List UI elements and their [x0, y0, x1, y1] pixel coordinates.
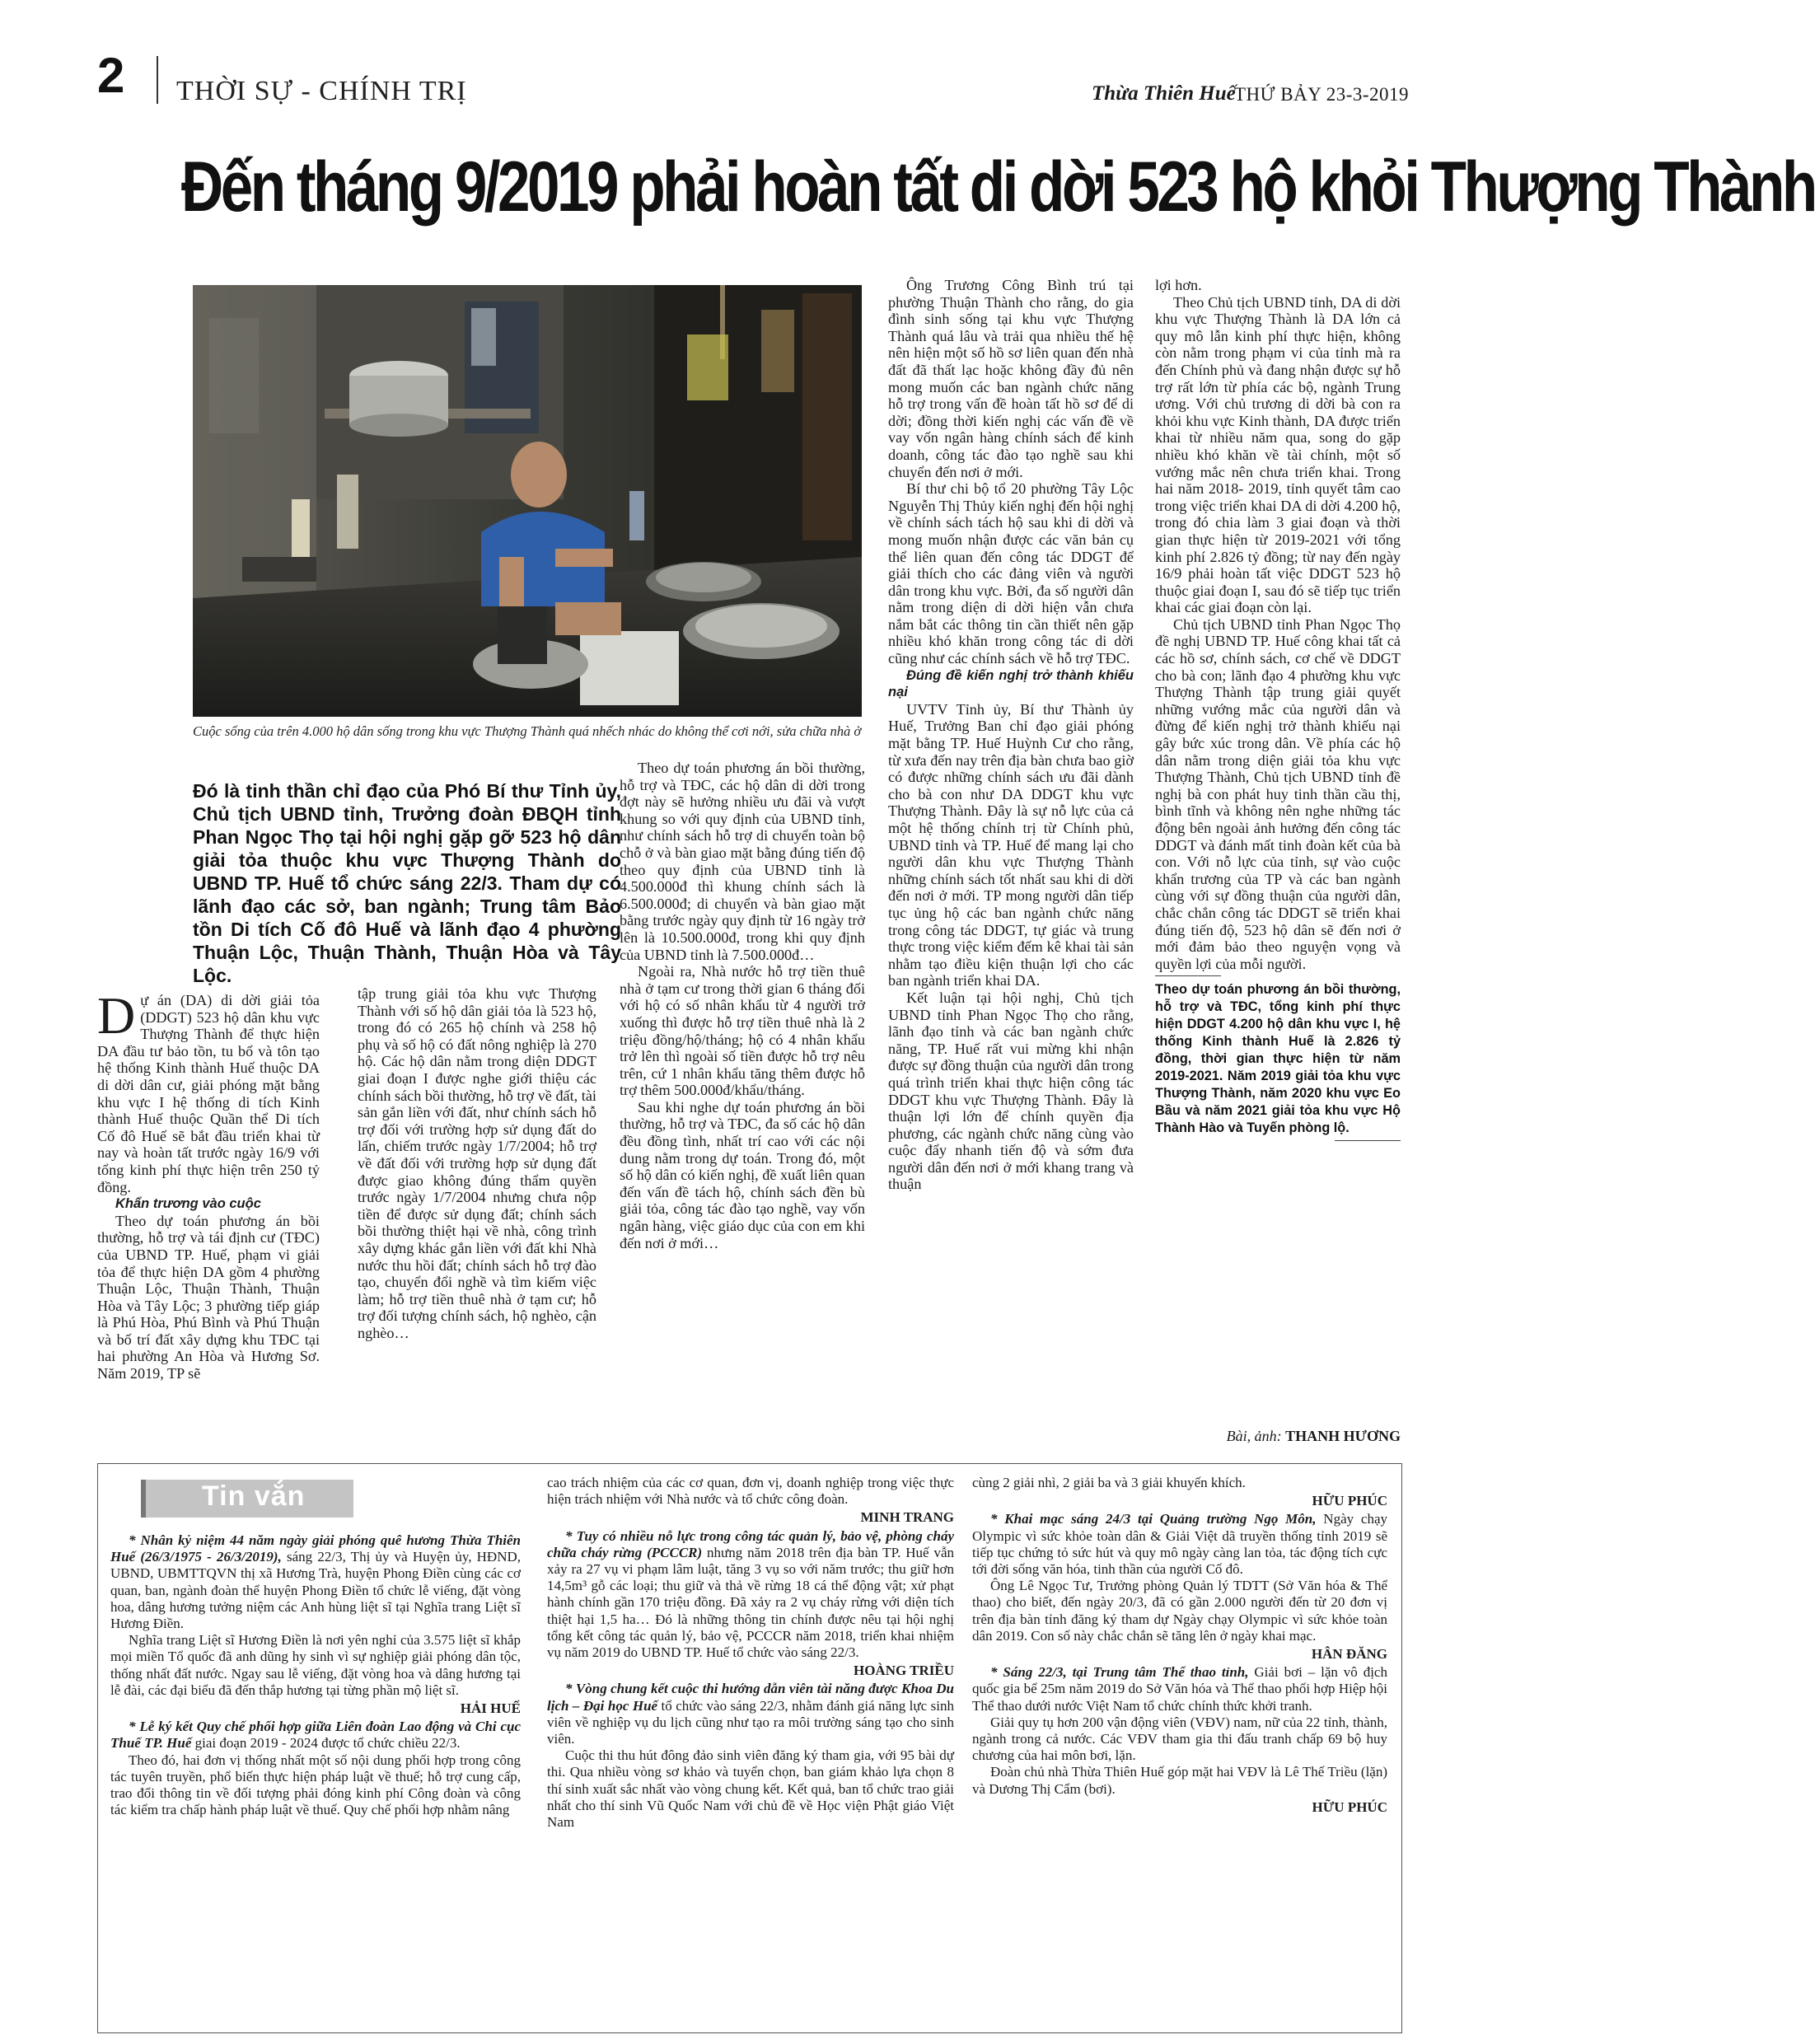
brief-lead: * Nhân kỷ niệm 44 năm ngày giải phóng quê hương Thừa Thiên Huế (26/3/1975 - 26/3/2019), — [110, 1532, 521, 1565]
brief-body: Giải bơi – lặn vô địch quốc gia bể 25m năm 2019 do Sở Văn hóa và Thể thao phối hợp Hiệp hội Thể thao dưới nước Việt Nam tổ chức chính thức khởi tranh. — [972, 1664, 1387, 1714]
box-divider-bottom — [1335, 1140, 1401, 1141]
body-column-3 — [620, 760, 865, 1251]
brief-body: nhưng năm 2018 trên địa bàn TP. Huế vẫn xảy ra 27 vụ vi phạm lâm luật, tăng 3 vụ so với năm trước; thu giữ hơn 14,5m³ gỗ các loại; thu giữ và thả về rừng 18 cá thể động vật; xử phạt hành chính gần 170 triệu đồng. Đã xảy ra 2 vụ cháy rừng với diện tích thiệt hại 1,5 ha… Đó là những thông tin chính được nêu tại hội nghị tổng kết công tác quản lý, bảo vệ, PCCCR năm 2018, triển khai nhiệm vụ năm 2019 do UBND TP. Huế tổ chức vào sáng 22/3. — [547, 1544, 954, 1661]
brief-author: HÂN ĐĂNG — [1311, 1646, 1387, 1663]
paragraph: Giải quy tụ hơn 200 vận động viên (VĐV) nam, nữ của 22 tỉnh, thành, ngành trong cả nước. Các VĐV tham gia thi đấu tranh chấp 69 bộ huy chương của hai môn bơi, lặn. — [972, 1714, 1387, 1764]
paragraph: lợi hơn. — [1155, 277, 1202, 293]
paragraph: Đoàn chủ nhà Thừa Thiên Huế góp mặt hai VĐV là Lê Thế Triều (lặn) và Dương Thị Cẩm (bơi). — [972, 1764, 1387, 1797]
paper-name: Thừa Thiên Huế — [1092, 82, 1236, 105]
news-brief-title-bar — [141, 1480, 146, 1518]
brief-body: giai đoạn 2019 - 2024 được tổ chức chiều 22/3. — [191, 1735, 461, 1752]
brief-column-2 — [547, 1475, 954, 1831]
brief-author: HOÀNG TRIỀU — [853, 1663, 954, 1679]
brief-author: HỮU PHÚC — [1312, 1493, 1387, 1509]
paragraph: ự án (DA) di dời giải tỏa (DDGT) 523 hộ dân khu vực Thượng Thành để thực hiện DA đầu tư bảo tồn, tu bổ và tôn tạo hệ thống Kinh thành Huế thuộc DA di dời dân cư, giải phóng mặt bằng khu vực I hệ thống di tích Kinh thành Huế thuộc Quần thể Di tích Cố đô Huế sẽ bắt đầu triển khai từ nay và hoàn tất trước ngày 16/9 với tổng kinh phí thực hiện trên 250 tỷ đồng. — [97, 992, 320, 1195]
issue-date: THỨ BẢY 23-3-2019 — [1234, 84, 1410, 105]
body-column-4 — [888, 277, 1134, 1193]
brief-lead: * Khai mạc sáng 24/3 tại Quảng trường Ngọ Môn, — [990, 1511, 1317, 1527]
paragraph: Theo Chủ tịch UBND tỉnh, DA di dời khu vực Thượng Thành là DA lớn cả quy mô lẫn kinh phí thực hiện, không còn nằm trong phạm vi của tỉnh mà ra đến Chính phủ và đang nhận được sự hỗ trợ rất lớn từ phía các bộ, ngành Trung ương. Với chủ trương di dời bà con ra khỏi khu vực Kinh thành, DA được triển khai từ nhiều năm qua, song do gặp nhiều khó khăn về tài chính, một số vướng mắc nên chưa triển khai. Trong hai năm 2018- 2019, tỉnh quyết tâm cao trong việc triển khai DA di dời 4.200 hộ, trong đó chia làm 3 giai đoạn và thời gian thực hiện từ 2019-2021 với tổng kinh phí 2.826 tỷ đồng; từ nay đến ngày 16/9 phải hoàn tất việc DDGT 523 hộ thuộc giai đoạn I, sau đó sẽ tiếp tục triển khai các giai đoạn còn lại. — [1155, 293, 1401, 616]
brief-author: HỮU PHÚC — [1312, 1798, 1387, 1815]
paragraph: tập trung giải tỏa khu vực Thượng Thành với số hộ dân giải tỏa là 523 hộ, trong đó có 265 hộ chính và 258 hộ phụ và số hộ có đất nông nghiệp là 270 hộ. Các hộ dân nằm trong diện DDGT giai đoạn I được nghe giới thiệu các chính sách bồi thường, hỗ trợ về đất, tài sản gắn liền với đất, như chính sách hỗ trợ đối với trường hợp sử dụng đất do lấn, chiếm trước ngày 1/7/2004; hỗ trợ về đất đối với trường hợp sử dụng đất được giao không đúng thẩm quyền trước ngày 1/7/2004 nhưng chưa nộp tiền để được sử dụng đất; chính sách bồi thường thiệt hại về nhà, công trình xây dựng khác gắn liền với đất khi Nhà nước thu hồi đất; chính sách hỗ trợ đào tạo, chuyển đổi nghề và tìm kiếm việc làm; hỗ trợ tiền thuê nhà ở tạm cư; hỗ trợ đối tượng chính sách, hộ nghèo, cận nghèo… — [358, 985, 596, 1341]
brief-body: sáng 22/3, Thị ủy và Huyện ủy, HĐND, UBND, UBMTTQVN thị xã Hương Trà, huyện Phong Điền cùng các cơ quan, ban, ngành đoàn thể huyện Phong Điền tổ chức lễ viếng, đặt vòng hoa, dâng hương tưởng niệm các Anh hùng liệt sĩ tại Nghĩa trang Liệt sĩ Hương Điền. — [110, 1549, 521, 1632]
brief-lead: * Vòng chung kết cuộc thi hướng dẫn viên tài năng được Khoa Du lịch – Đại học Huế — [547, 1681, 954, 1714]
paragraph: cao trách nhiệm của các cơ quan, đơn vị, doanh nghiệp trong việc thực hiện trách nhiệm với Nhà nước và tổ chức công đoàn. — [547, 1475, 954, 1508]
byline-name: THANH HƯƠNG — [1285, 1428, 1401, 1444]
header-divider — [157, 56, 158, 104]
paragraph: Ông Lê Ngọc Tư, Trưởng phòng Quản lý TDTT (Sở Văn hóa & Thể thao) cho biết, đến ngày 20/3, đã có gần 2.000 người đến từ 20 đơn vị trên địa bàn tỉnh đăng ký tham dự Ngày chạy Olympic vì sức khỏe toàn dân 2019. Con số này chắc chắn sẽ tăng lên ở ngày khai mạc. — [972, 1578, 1387, 1644]
paragraph: cùng 2 giải nhì, 2 giải ba và 3 giải khuyến khích. — [972, 1475, 1246, 1490]
paragraph: Nghĩa trang Liệt sĩ Hương Điền là nơi yên nghỉ của 3.575 liệt sĩ khắp mọi miền Tổ quốc đã anh dũng hy sinh vì sự nghiệp giải phóng dân tộc, thống nhất đất nước. Ngay sau lễ viếng, đặt vòng hoa và dâng hương tại lễ đài, các đại biểu đã đến thắp hương tại từng phần mộ liệt sĩ. — [110, 1632, 521, 1698]
paragraph: Kết luận tại hội nghị, Chủ tịch UBND tỉnh Phan Ngọc Thọ cho rằng, lãnh đạo tỉnh và các ban ngành chức năng, TP. Huế rất vui mừng khi nhận được sự đồng thuận của người dân trong quá trình triển khai thực hiện công tác DDGT khu vực Thượng Thành. Đây là thuận lợi lớn để chính quyền địa phương, các ngành chức năng cùng vào cuộc đẩy nhanh tiến độ và sớm đưa người dân đến nơi ở mới khang trang và thuận — [888, 989, 1134, 1193]
body-column-1 — [97, 986, 320, 1382]
paragraph: Sau khi nghe dự toán phương án bồi thường, hỗ trợ và TĐC, đa số các hộ dân đều đồng tình, nhất trí cao với các nội dung nằm trong dự toán. Trong đó, một số hộ dân có kiến nghị, đề xuất liên quan đến vấn đề tách hộ, chính sách đền bù giải tỏa, công tác đào tạo nghề, vay vốn ngân hàng, việc giáo dục của con em khi đến nơi ở mới… — [620, 1098, 866, 1251]
brief-column-3 — [972, 1475, 1387, 1817]
brief-author: MINH TRANG — [860, 1509, 954, 1526]
body-column-5 — [1155, 277, 1401, 1146]
photo-caption: Cuộc sống của trên 4.000 hộ dân sống trong khu vực Thượng Thành quá nhếch nhác do không thể cơi nới, sửa chữa nhà ở — [193, 723, 862, 739]
brief-column-1 — [110, 1532, 521, 1818]
byline-label: Bài, ảnh: — [1226, 1428, 1282, 1444]
subheading: Khẩn trương vào cuộc — [115, 1196, 261, 1212]
subheading: Đúng đề kiến nghị trở thành khiếu nại — [888, 667, 1134, 700]
article-lead: Đó là tinh thần chỉ đạo của Phó Bí thư Tỉnh ủy, Chủ tịch UBND tỉnh, Trưởng đoàn ĐBQH tỉnh Phan Ngọc Thọ tại hội nghị gặp gỡ 523 hộ dân giải tỏa thuộc khu vực Thượng Thành do UBND TP. Huế tổ chức sáng 22/3. Tham dự có lãnh đạo các sở, ban ngành; Trung tâm Bảo tồn Di tích Cố đô Huế và lãnh đạo 4 phường Thuận Lộc, Thuận Thành, Thuận Hòa và Tây Lộc. — [193, 780, 621, 986]
paragraph: Ngoài ra, Nhà nước hỗ trợ tiền thuê nhà ở tạm cư trong thời gian 6 tháng đối với hộ có số nhân khẩu từ 4 người trở xuống thì được hỗ trợ tiền thuê nhà là 2 triệu đồng/hộ/tháng; hộ có 4 nhân khẩu trở lên thì ngoài số tiền được hỗ trợ nêu trên, cứ 1 nhân khẩu tăng thêm được hỗ trợ thêm 500.000đ/khẩu/tháng. — [620, 963, 865, 1099]
body-column-2 — [358, 985, 596, 1341]
drop-cap: D — [97, 986, 136, 1045]
paragraph: Theo dự toán phương án bồi thường, hỗ trợ và tái định cư (TĐC) của UBND TP. Huế, phạm vi giải tỏa để thực hiện DA gồm 4 phường Thuận Lộc, Thuận Thành, Thuận Hòa và Tây Lộc; 3 phường tiếp giáp là Phú Hòa, Phú Bình và Phú Thuận và bố trí đất xây dựng khu TĐC tại hai phường An Hòa và Hương Sơ. Năm 2019, TP sẽ — [97, 1212, 320, 1382]
brief-body: Ngày chạy Olympic vì sức khỏe toàn dân & Giải Việt dã truyền thống tỉnh 2019 sẽ tiếp tục chứng tỏ sức hút và quy mô ngày càng lan tỏa, tác động tích cực tới đời sống văn hóa, tinh thần của người Cố đô. — [972, 1511, 1387, 1578]
summary-box: Theo dự toán phương án bồi thường, hỗ trợ và TĐC, tổng kinh phí thực hiện DDGT 4.200 hộ dân khu vực I, hệ thống Kinh thành Huế là 2.826 tỷ đồng, thời gian thực hiện từ năm 2019-2021. Năm 2019 giải tỏa khu vực Thượng Thành, năm 2020 khu vực Eo Bầu và năm 2021 giải tỏa khu vực Hộ Thành Hào và Tuyến phòng lộ. — [1155, 982, 1401, 1136]
paragraph: Chủ tịch UBND tỉnh Phan Ngọc Thọ đề nghị UBND TP. Huế công khai tất cả các hồ sơ, chính sách, cơ chế về DDGT cho bà con; lãnh đạo 4 phường khu vực Thượng Thành tập trung giải quyết những vướng mắc của người dân và đừng để kiến nghị trở thành khiếu nại gây bức xúc trong dân. Về phía các hộ dân nằm trong diện giải tỏa khu vực Thượng Thành, Chủ tịch UBND tỉnh đề nghị bà con phát huy tinh thần cầu thị, bình tĩnh và không nên nghe những tác động bên ngoài ảnh hưởng đến công tác DDGT và đánh mất tinh đoàn kết của bà con. Với nỗ lực của tỉnh, sự vào cuộc khẩn trương của TP và các ban ngành cùng với sự đồng thuận của người dân, chắc chắn công tác DDGT sẽ triển khai đúng tiến độ, 523 hộ dân sẽ đến nơi ở mới đảm bảo theo nguyện vọng và quyền lợi của mỗi người. — [1155, 615, 1401, 972]
paragraph: Theo dự toán phương án bồi thường, hỗ trợ và TĐC, các hộ dân di dời trong đợt này sẽ hưởng nhiều ưu đãi và vượt khung so với quy định của UBND tỉnh, như chính sách hỗ trợ di chuyển toàn bộ chỗ ở và bàn giao mặt bằng đúng tiến độ theo quy định của UBND tỉnh là 4.500.000đ thì khung chính sách là 6.500.000đ; di chuyển và bàn giao mặt bằng trước ngày quy định từ 16 ngày trở lên là 10.500.000đ, trong khi quy định của UBND tỉnh là 7.500.000đ… — [620, 760, 865, 963]
headline: Đến tháng 9/2019 phải hoàn tất di dời 523 hộ khỏi Thượng Thành — [181, 147, 1815, 227]
brief-body: tổ chức vào sáng 22/3, nhằm đánh giá năng lực sinh viên về nghiệp vụ du lịch cũng như tạo ra môi trường sáng tạo cho sinh viên. — [547, 1697, 954, 1747]
brief-author: HẢI HUẾ — [460, 1700, 521, 1717]
article-photo — [193, 285, 862, 717]
paragraph: Bí thư chi bộ tổ 20 phường Tây Lộc Nguyễn Thị Thủy kiến nghị đến hội nghị về chính sách tách hộ sau khi di dời và mong muốn nhận được các văn bản cụ thể liên quan đến công tác DDGT để giải thích cho các đảng viên và người dân trong khu vực. Bởi, đa số người dân nằm trong diện di dời hiện vẫn chưa nắm bắt các thông tin cần thiết nên gặp nhiều khó khăn trong công tác di dời cũng như các chính sách về hỗ trợ TĐC. — [888, 480, 1134, 667]
paragraph: Cuộc thi thu hút đông đảo sinh viên đăng ký tham gia, với 95 bài dự thi. Qua nhiều vòng sơ khảo và tuyển chọn, ban giám khảo lựa chọn 8 thí sinh xuất sắc nhất vào vòng chung kết. Kết quả, ban tổ chức trao giải nhất cho thí sinh Vũ Quốc Nam với chủ đề về Học viện Phật giáo Việt Nam — [547, 1747, 954, 1831]
box-divider-top — [1155, 975, 1221, 976]
brief-lead: * Tuy có nhiều nỗ lực trong công tác quản lý, bảo vệ, phòng cháy chữa cháy rừng (PCCCR) — [547, 1527, 954, 1560]
section-title: THỜI SỰ - CHÍNH TRỊ — [176, 76, 467, 106]
page-number: 2 — [97, 48, 125, 103]
paragraph: Ông Trương Công Bình trú tại phường Thuận Thành cho rằng, do gia đình sinh sống tại khu vực Thượng Thành quá lâu và trải qua nhiều thế hệ nên hiện một số hồ sơ liên quan đến nhà đất đã thất lạc hoặc không đầy đủ nên mong muốn các ban ngành chức năng hỗ trợ trong vấn đề hoàn tất hồ sơ để di dời; đồng thời kiến nghị các vấn đề về vay vốn ngân hàng chính sách để kinh doanh, công tác đào tạo nghề sau khi chuyển đến nơi ở mới. — [888, 277, 1134, 480]
brief-lead: * Lễ ký kết Quy chế phối hợp giữa Liên đoàn Lao động và Chi cục Thuế TP. Huế — [110, 1719, 521, 1752]
paragraph: Theo đó, hai đơn vị thống nhất một số nội dung phối hợp trong công tác tuyên truyền, phổ biến thực hiện pháp luật về thuế; hỗ trợ cung cấp, trao đổi thông tin về đối tượng phải đóng kinh phí Công đoàn và công tác kiểm tra chấp hành pháp luật về thuế. Quy chế phối hợp nhằm nâng — [110, 1752, 521, 1818]
news-brief-title: Tin vắn — [202, 1480, 306, 1512]
paragraph: UVTV Tỉnh ủy, Bí thư Thành ủy Huế, Trưởng Ban chỉ đạo giải phóng mặt bằng TP. Huế Huỳnh Cư cho rằng, từ xưa đến nay trên địa bàn chưa bao giờ có được những chính sách ưu đãi dành cho bà con như DA DDGT khu vực Thượng Thành. Đây là sự nỗ lực của cả một hệ thống chính trị từ Chính phủ, UBND tỉnh và TP. Huế để mang lại cho người dân khu vực Thượng Thành những chính sách tốt nhất sau khi di dời đến nơi ở mới. TP mong người dân tiếp tục ủng hộ các ban ngành chức năng trong công tác DDGT, tự giác và trung thực trong việc kiểm đếm kê khai tài sản nhằm tạo điều kiện thuận lợi cho các ban ngành triển khai DA. — [888, 700, 1134, 989]
byline — [1186, 1428, 1401, 1445]
brief-lead: * Sáng 22/3, tại Trung tâm Thể thao tỉnh, — [990, 1664, 1249, 1681]
